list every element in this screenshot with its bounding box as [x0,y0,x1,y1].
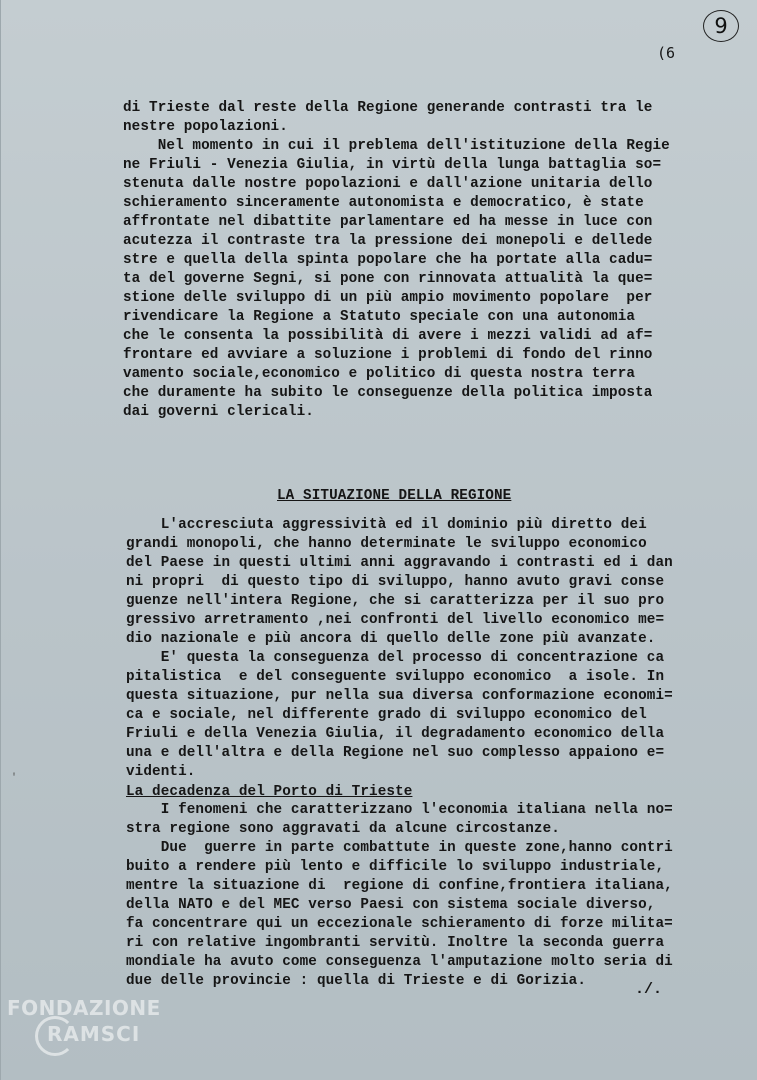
text-line: buito a rendere più lento e difficile lo sviluppo industriale, [126,859,665,875]
text-line: ca e sociale, nel differente grado di sviluppo economico del [126,707,647,723]
text-line: acutezza il contraste tra la pressione dei monepoli e dellede [123,233,653,249]
text-line: due delle provincie : quella di Trieste e di Gorizia. [126,973,587,989]
text-line: dai governi clericali. [123,404,314,420]
text-line: L'accresciuta aggressività ed il dominio più diretto dei [126,517,647,533]
text-line: schieramento sinceramente autonomista e democratico, è state [123,195,644,211]
margin-mark: ' [11,773,18,784]
text-line: ta del governe Segni, si pone con rinnovata attualità la que= [123,271,653,287]
text-line: guenze nell'intera Regione, che si caratterizza per il suo pro [126,593,665,609]
text-line: di Trieste dal reste della Regione generande contrasti tra le [123,100,653,116]
text-line: questa situazione, pur nella sua diversa conformazione economi= [126,688,673,704]
text-line: frontare ed avviare a soluzione i problemi di fondo del rinno [123,347,653,363]
text-line: stione delle sviluppo di un più ampio movimento popolare per [123,290,653,306]
text-line: mentre la situazione di regione di confine,frontiera italiana, [126,878,673,894]
section-heading: LA SITUAZIONE DELLA REGIONE [277,488,512,504]
text-line: ne Friuli - Venezia Giulia, in virtù della lunga battaglia so= [123,157,662,173]
watermark-text-bottom: RAMSCI [47,1022,141,1046]
text-line: che le consenta la possibilità di avere i mezzi validi ad af= [123,328,653,344]
text-line: gressivo arretramento ,nei confronti del livello economico me= [126,612,665,628]
text-line: vamento sociale,economico e politico di questa nostra terra [123,366,636,382]
text-line: dio nazionale e più ancora di quello delle zone più avanzate. [126,631,656,647]
text-line: Due guerre in parte combattute in queste zone,hanno contri [126,840,673,856]
text-line: mondiale ha avuto come conseguenza l'amputazione molto seria di [126,954,673,970]
circled-page-number: 9 [703,10,739,42]
text-line: stenuta dalle nostre popolazioni e dall'azione unitaria dello [123,176,653,192]
watermark-logo [7,996,187,1076]
text-line: una e dell'altra e della Regione nel suo complesso appaiono e= [126,745,665,761]
subsection-heading: La decadenza del Porto di Trieste [126,784,413,800]
text-line: ri con relative ingombranti servitù. Inoltre la seconda guerra [126,935,665,951]
text-line: Friuli e della Venezia Giulia, il degradamento economico della [126,726,665,742]
text-line: fa concentrare qui un eccezionale schieramento di forze milita= [126,916,673,932]
text-line: I fenomeni che caratterizzano l'economia italiana nella no= [126,802,673,818]
continuation-mark: ./. [635,981,663,998]
text-line: pitalistica e del conseguente sviluppo economico a isole. In [126,669,665,685]
watermark-text-top: FONDAZIONE [7,996,161,1020]
text-line: nestre popolazioni. [123,119,288,135]
text-line: stre e quella della spinta popolare che ha portate alla cadu= [123,252,653,268]
text-line: stra regione sono aggravati da alcune circostanze. [126,821,560,837]
text-line: grandi monopoli, che hanno determinate le sviluppo economico [126,536,647,552]
text-line: E' questa la conseguenza del processo di concentrazione ca [126,650,665,666]
text-line: videnti. [126,764,196,780]
text-line: Nel momento in cui il preblema dell'istituzione della Regie [123,138,670,154]
text-line: affrontate nel dibattite parlamentare ed ha messe in luce con [123,214,653,230]
text-line: della NATO e del MEC verso Paesi con sistema sociale diverso, [126,897,656,913]
text-line: che duramente ha subito le conseguenze della politica imposta [123,385,653,401]
text-line: ni propri di questo tipo di sviluppo, hanno avuto gravi conse [126,574,665,590]
text-line: del Paese in questi ultimi anni aggravando i contrasti ed i dan [126,555,673,571]
text-line: rivendicare la Regione a Statuto speciale con una autonomia [123,309,636,325]
sheet-number: (6 [657,44,676,62]
